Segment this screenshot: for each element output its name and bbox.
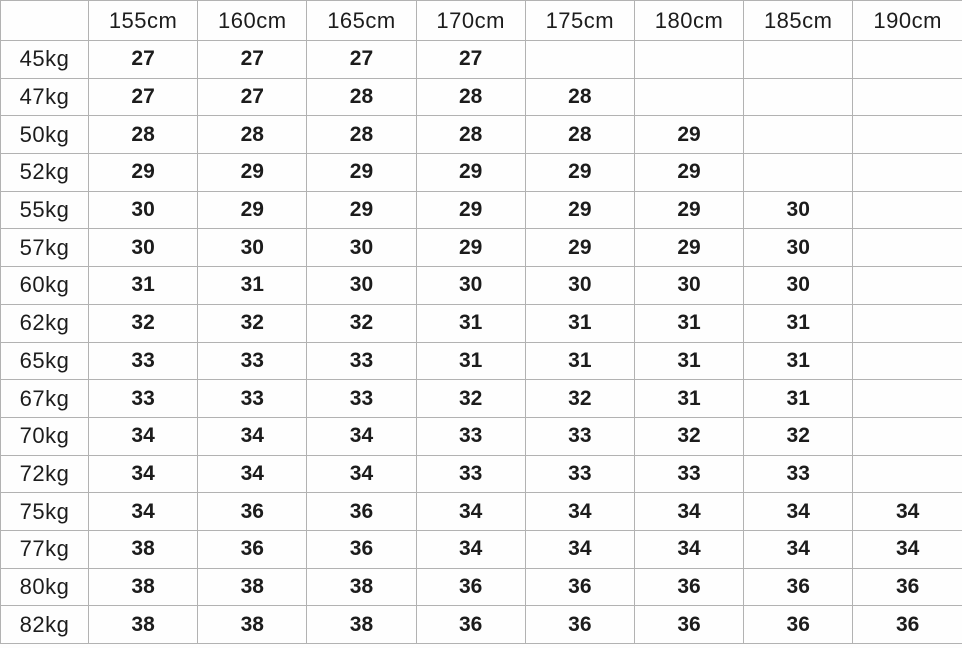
- corner-cell: [1, 1, 89, 41]
- size-value-cell: 27: [89, 41, 198, 79]
- size-value-cell: [853, 154, 962, 192]
- size-value-cell: 36: [198, 493, 307, 531]
- size-value-cell: 31: [89, 267, 198, 305]
- column-header-175cm: 175cm: [525, 1, 634, 41]
- weight-row-label: 57kg: [1, 229, 89, 267]
- size-value-cell: 28: [307, 116, 416, 154]
- size-value-cell: 36: [744, 568, 853, 606]
- size-value-cell: 33: [307, 342, 416, 380]
- size-value-cell: 34: [744, 530, 853, 568]
- size-value-cell: [744, 154, 853, 192]
- weight-row-label: 45kg: [1, 41, 89, 79]
- size-value-cell: 29: [416, 191, 525, 229]
- weight-row-label: 75kg: [1, 493, 89, 531]
- size-value-cell: 36: [634, 568, 743, 606]
- size-value-cell: [525, 41, 634, 79]
- column-header-170cm: 170cm: [416, 1, 525, 41]
- weight-row-label: 65kg: [1, 342, 89, 380]
- size-value-cell: 32: [89, 304, 198, 342]
- size-value-cell: 31: [744, 304, 853, 342]
- size-value-cell: 30: [744, 191, 853, 229]
- weight-row-label: 47kg: [1, 78, 89, 116]
- size-value-cell: 27: [89, 78, 198, 116]
- size-value-cell: 30: [744, 267, 853, 305]
- size-value-cell: 36: [307, 530, 416, 568]
- size-value-cell: 31: [525, 304, 634, 342]
- size-value-cell: 29: [416, 229, 525, 267]
- size-value-cell: 29: [89, 154, 198, 192]
- size-value-cell: 30: [89, 229, 198, 267]
- size-value-cell: 31: [634, 380, 743, 418]
- size-value-cell: [853, 267, 962, 305]
- table-row: [1, 493, 962, 531]
- size-value-cell: 32: [307, 304, 416, 342]
- size-value-cell: [853, 116, 962, 154]
- size-value-cell: 34: [89, 455, 198, 493]
- size-value-cell: 34: [525, 493, 634, 531]
- size-value-cell: 33: [744, 455, 853, 493]
- weight-row-label: 82kg: [1, 606, 89, 644]
- column-header-165cm: 165cm: [307, 1, 416, 41]
- size-value-cell: 31: [416, 342, 525, 380]
- size-value-cell: 34: [525, 530, 634, 568]
- size-value-cell: 34: [416, 493, 525, 531]
- size-value-cell: 31: [744, 342, 853, 380]
- size-value-cell: 36: [416, 568, 525, 606]
- weight-row-label: 72kg: [1, 455, 89, 493]
- size-value-cell: 33: [525, 417, 634, 455]
- size-value-cell: 28: [307, 78, 416, 116]
- column-header-190cm: 190cm: [853, 1, 962, 41]
- size-value-cell: 33: [198, 342, 307, 380]
- size-value-cell: 27: [198, 78, 307, 116]
- size-value-cell: 33: [416, 417, 525, 455]
- size-value-cell: 27: [416, 41, 525, 79]
- weight-row-label: 50kg: [1, 116, 89, 154]
- size-value-cell: 27: [307, 41, 416, 79]
- table-row: [1, 568, 962, 606]
- table-row: [1, 154, 962, 192]
- size-value-cell: 36: [634, 606, 743, 644]
- size-value-cell: 36: [744, 606, 853, 644]
- size-value-cell: 30: [198, 229, 307, 267]
- size-value-cell: [853, 417, 962, 455]
- column-header-185cm: 185cm: [744, 1, 853, 41]
- size-value-cell: 28: [416, 116, 525, 154]
- size-value-cell: 36: [198, 530, 307, 568]
- size-value-cell: 36: [416, 606, 525, 644]
- size-value-cell: 32: [525, 380, 634, 418]
- size-value-cell: [853, 78, 962, 116]
- size-value-cell: [744, 116, 853, 154]
- column-header-155cm: 155cm: [89, 1, 198, 41]
- size-value-cell: 28: [525, 78, 634, 116]
- size-value-cell: 30: [89, 191, 198, 229]
- size-value-cell: [853, 342, 962, 380]
- size-value-cell: 30: [307, 267, 416, 305]
- size-value-cell: 28: [89, 116, 198, 154]
- size-value-cell: 33: [89, 380, 198, 418]
- size-value-cell: 29: [416, 154, 525, 192]
- table-row: [1, 342, 962, 380]
- size-value-cell: 32: [634, 417, 743, 455]
- weight-row-label: 80kg: [1, 568, 89, 606]
- size-value-cell: [634, 41, 743, 79]
- size-value-cell: 28: [198, 116, 307, 154]
- weight-row-label: 62kg: [1, 304, 89, 342]
- size-value-cell: 29: [634, 191, 743, 229]
- size-value-cell: 36: [853, 568, 962, 606]
- size-value-cell: [634, 78, 743, 116]
- table-row: [1, 229, 962, 267]
- size-value-cell: 29: [198, 154, 307, 192]
- size-value-cell: 32: [198, 304, 307, 342]
- size-value-cell: 34: [853, 530, 962, 568]
- table-row: [1, 116, 962, 154]
- weight-row-label: 52kg: [1, 154, 89, 192]
- size-value-cell: 30: [634, 267, 743, 305]
- table-row: [1, 380, 962, 418]
- size-value-cell: 34: [307, 417, 416, 455]
- size-value-cell: [853, 455, 962, 493]
- size-value-cell: 34: [634, 530, 743, 568]
- table-row: [1, 530, 962, 568]
- size-value-cell: 29: [634, 229, 743, 267]
- size-value-cell: 33: [198, 380, 307, 418]
- size-value-cell: 34: [198, 455, 307, 493]
- size-value-cell: 31: [416, 304, 525, 342]
- size-value-cell: 30: [744, 229, 853, 267]
- size-value-cell: 31: [634, 304, 743, 342]
- size-value-cell: 33: [525, 455, 634, 493]
- size-value-cell: 28: [525, 116, 634, 154]
- table-row: [1, 304, 962, 342]
- size-value-cell: 34: [853, 493, 962, 531]
- size-value-cell: 31: [634, 342, 743, 380]
- size-value-cell: [744, 41, 853, 79]
- size-value-cell: 34: [198, 417, 307, 455]
- size-value-cell: 36: [853, 606, 962, 644]
- table-row: [1, 78, 962, 116]
- size-value-cell: 30: [307, 229, 416, 267]
- size-value-cell: 29: [307, 154, 416, 192]
- size-value-cell: 29: [634, 116, 743, 154]
- weight-row-label: 55kg: [1, 191, 89, 229]
- size-value-cell: 29: [198, 191, 307, 229]
- size-value-cell: 31: [744, 380, 853, 418]
- size-value-cell: 33: [307, 380, 416, 418]
- size-value-cell: 30: [525, 267, 634, 305]
- size-value-cell: 32: [744, 417, 853, 455]
- size-value-cell: 31: [198, 267, 307, 305]
- size-value-cell: 28: [416, 78, 525, 116]
- size-value-cell: 29: [525, 229, 634, 267]
- table-row: [1, 267, 962, 305]
- size-value-cell: 34: [89, 493, 198, 531]
- size-value-cell: 29: [525, 154, 634, 192]
- size-value-cell: 33: [634, 455, 743, 493]
- size-value-cell: [853, 380, 962, 418]
- table-row: [1, 606, 962, 644]
- table-row: [1, 191, 962, 229]
- weight-row-label: 77kg: [1, 530, 89, 568]
- size-value-cell: 38: [198, 606, 307, 644]
- size-value-cell: [853, 191, 962, 229]
- size-value-cell: 36: [525, 606, 634, 644]
- size-value-cell: 27: [198, 41, 307, 79]
- column-header-180cm: 180cm: [634, 1, 743, 41]
- weight-row-label: 70kg: [1, 417, 89, 455]
- size-value-cell: 34: [744, 493, 853, 531]
- size-value-cell: 38: [89, 568, 198, 606]
- size-value-cell: 38: [89, 530, 198, 568]
- size-value-cell: 36: [307, 493, 416, 531]
- size-value-cell: 34: [307, 455, 416, 493]
- size-value-cell: 38: [307, 606, 416, 644]
- table-row: [1, 41, 962, 79]
- size-value-cell: 30: [416, 267, 525, 305]
- size-value-cell: [853, 41, 962, 79]
- size-value-cell: 34: [416, 530, 525, 568]
- table-row: [1, 455, 962, 493]
- size-value-cell: 34: [634, 493, 743, 531]
- size-value-cell: 31: [525, 342, 634, 380]
- size-value-cell: 38: [198, 568, 307, 606]
- column-header-160cm: 160cm: [198, 1, 307, 41]
- size-value-cell: 33: [416, 455, 525, 493]
- size-value-cell: 29: [525, 191, 634, 229]
- size-value-cell: 29: [634, 154, 743, 192]
- size-value-cell: 29: [307, 191, 416, 229]
- size-value-cell: 33: [89, 342, 198, 380]
- header-row: [1, 1, 962, 41]
- size-value-cell: 36: [525, 568, 634, 606]
- size-value-cell: 38: [307, 568, 416, 606]
- size-value-cell: 38: [89, 606, 198, 644]
- size-value-cell: [853, 304, 962, 342]
- size-value-cell: [853, 229, 962, 267]
- weight-row-label: 60kg: [1, 267, 89, 305]
- table-row: [1, 417, 962, 455]
- size-value-cell: 32: [416, 380, 525, 418]
- weight-row-label: 67kg: [1, 380, 89, 418]
- size-value-cell: [744, 78, 853, 116]
- size-value-cell: 34: [89, 417, 198, 455]
